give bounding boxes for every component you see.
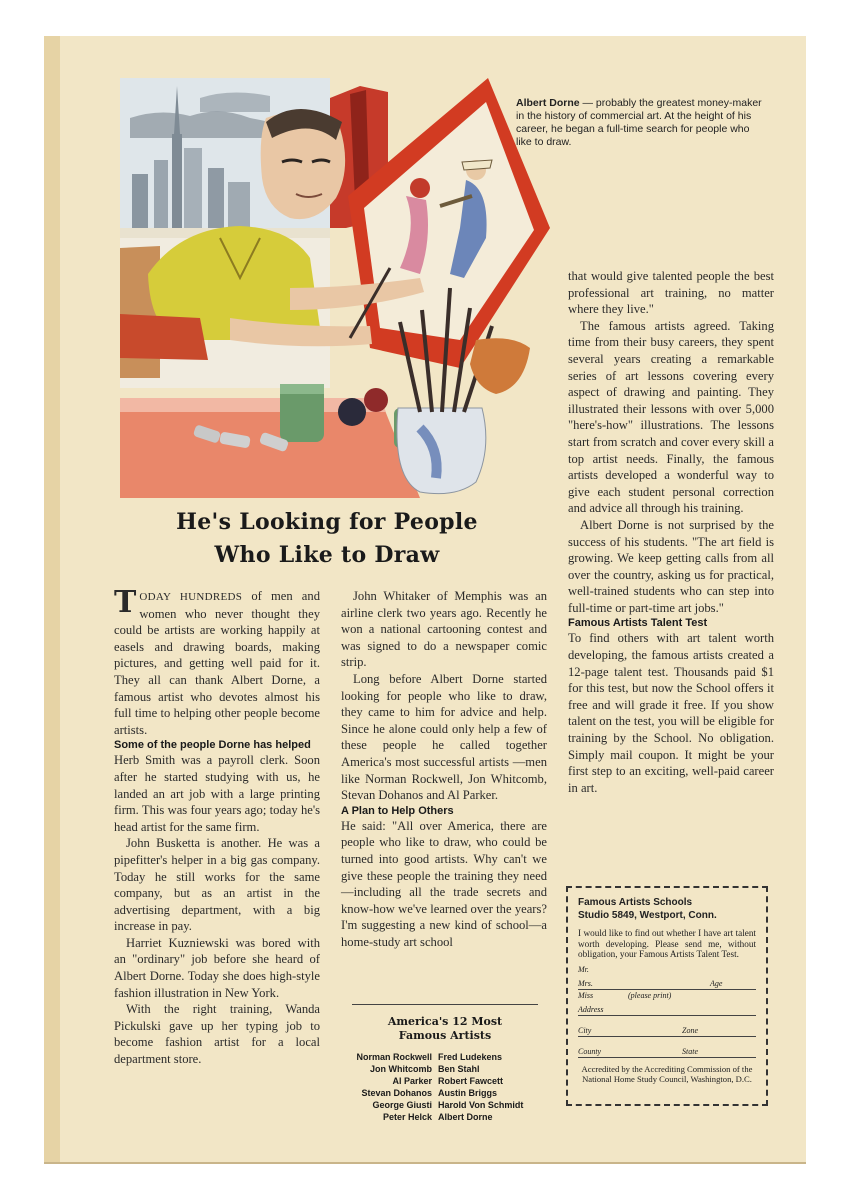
coupon-heading-1: Famous Artists Schools <box>578 897 693 908</box>
famous-artists-box <box>340 1004 550 1123</box>
artist-name: Al Parker <box>392 1076 432 1086</box>
coupon-fields <box>578 966 756 1058</box>
paragraph-harriet-kuzniewski: Harriet Kuzniewski was bored with an "ordinary" job before she heard of Albert Dorne. Today she does high-style fashion illustration in New York. <box>114 935 320 1000</box>
artist-name: Fred Ludekens <box>438 1052 503 1062</box>
artist-name: Stevan Dohanos <box>361 1088 432 1098</box>
artist-name: Albert Dorne <box>438 1112 493 1122</box>
artist-name: Austin Briggs <box>438 1088 498 1098</box>
lead-smallcaps: ODAY HUNDREDS <box>139 591 243 603</box>
paragraph-not-surprised: Albert Dorne is not surprised by the success of his students. "The art field is growing. We keep getting calls from all over the country, asking us for practical, well-trained students who can step into full-time or part-time art jobs." <box>568 517 774 615</box>
artist-names-right <box>438 1051 548 1123</box>
label-state: State <box>682 1046 698 1056</box>
subhead-people-helped: Some of the people Dorne has helped <box>114 739 311 752</box>
coupon-field-mr[interactable] <box>578 966 756 975</box>
label-county: County <box>578 1046 602 1056</box>
paragraph-john-busketta: John Busketta is another. He was a pipefitter's helper in a big gas company. Today he still works for the same company, but as an artist in the advertising department, with a big increase in pay. <box>114 836 320 934</box>
coupon-field-mrs[interactable] <box>578 977 756 990</box>
label-zone: Zone <box>682 1025 698 1035</box>
paragraph-long-before: Long before Albert Dorne started looking for people who like to draw, they came to him for advice and help. Since he alone could only help a few of these people he called together America's most successful artists —men like Norman Rockwell, Jon Whitcomb, Stevan Dohanos and Al Parker. <box>341 671 547 803</box>
caption-text: — probably the greatest money-maker in the history of commercial art. At the height of his career, he began a full-time search for people who like to draw. <box>516 97 762 148</box>
label-age: Age <box>710 978 723 988</box>
artist-name: Norman Rockwell <box>356 1052 432 1062</box>
artist-name: George Giusti <box>372 1100 432 1110</box>
coupon-accreditation: Accredited by the Accrediting Commission of the National Home Study Council, Washington, D.C. <box>581 1063 753 1084</box>
intro-text: of men and women who never thought they could be artists are working happily at easels and drawing boards, making pictures, and getting well paid for it. They all can thank Albert Dorne, a famous artist who devotes almost his full time to helping other people become artists. <box>114 589 320 737</box>
intro-paragraph <box>114 585 320 738</box>
artist-name: Peter Helck <box>382 1112 432 1122</box>
coupon-heading-2: Studio 5849, Westport, Conn. <box>578 910 717 921</box>
artist-names-left <box>340 1051 438 1123</box>
article-column-1 <box>114 585 320 1068</box>
subhead-talent-test: Famous Artists Talent Test <box>568 617 708 630</box>
label-address: Address <box>578 1004 604 1014</box>
headline-line-1: He's Looking for People <box>176 509 478 535</box>
coupon-field-county[interactable] <box>578 1045 756 1058</box>
paragraph-herb-smith: Herb Smith was a payroll clerk. Soon after he started studying with us, he landed an art job with a large printing firm. This was four years ago; today he's head artist for the same firm. <box>114 753 320 834</box>
label-mr: Mr. <box>578 964 589 974</box>
article-column-3 <box>568 268 774 796</box>
artist-name: Harold Von Schmidt <box>438 1100 524 1110</box>
caption-name: Albert Dorne <box>516 97 580 109</box>
label-mrs: Mrs. <box>578 978 593 988</box>
paragraph-wanda-pickulski: With the right training, Wanda Pickulski gave up her typing job to become fashion artist for a local department store. <box>114 1002 320 1067</box>
coupon-body: I would like to find out whether I have art talent worth developing. Please send me, without obligation, your Famous Artists Talent Test. <box>578 928 756 959</box>
illustration-caption <box>516 97 766 149</box>
paragraph-he-said: He said: "All over America, there are people who like to draw, who could be turned into good artists. Why can't we give these people the training they need—including all the trade secrets and know-how we've learned over the years? I'm suggesting a new kind of school—a home-study art school <box>341 818 547 949</box>
paragraph-talent-test: To find others with art talent worth developing, the famous artists created a 12-page talent test. Thousands paid $1 for this test, but now the School offers it free and will grade it free. If you show talent on the test, you will be eligible for training by the School. No obligation. Simply mail coupon. It might be your first step to an exciting, well-paid career in art. <box>568 631 774 795</box>
paragraph-artists-agreed: The famous artists agreed. Taking time from their busy careers, they spent several years creating a remarkable series of art lessons covering every aspect of drawing and painting. They illustrated their lessons with over 5,000 "here's-how" illustrations. The lessons start from scratch and cover every skill a top artist needs. Finally, the famous artists developed a wonderful way to give each student personal correction and advice all through his training. <box>568 318 774 516</box>
label-city: City <box>578 1025 592 1035</box>
famous-artists-title-1: America's 12 Most <box>387 1015 503 1028</box>
coupon-field-address[interactable] <box>578 1003 756 1016</box>
coupon-field-miss[interactable] <box>578 992 756 1001</box>
coupon-field-city[interactable] <box>578 1024 756 1037</box>
article-column-2 <box>341 588 547 950</box>
famous-artists-names <box>340 1051 550 1123</box>
albert-dorne-illustration <box>120 78 556 498</box>
divider <box>352 1004 538 1005</box>
label-miss: Miss <box>578 990 594 1000</box>
artist-name: Robert Fawcett <box>438 1076 504 1086</box>
paragraph-john-whitaker: John Whitaker of Memphis was an airline clerk two years ago. Recently he won a national cartooning contest and was signed to do a newspaper comic strip. <box>341 589 547 670</box>
artist-name: Jon Whitcomb <box>370 1064 432 1074</box>
famous-artists-title-2: Famous Artists <box>398 1029 492 1042</box>
subhead-plan: A Plan to Help Others <box>341 804 454 817</box>
headline <box>122 506 532 572</box>
paragraph-continued: that would give talented people the best professional art training, no matter where they live." <box>568 269 774 317</box>
artist-name: Ben Stahl <box>438 1064 480 1074</box>
label-please-print: (please print) <box>628 990 672 1000</box>
headline-line-2: Who Like to Draw <box>214 542 440 568</box>
drop-cap: T <box>114 585 137 620</box>
mail-coupon <box>566 886 768 1106</box>
